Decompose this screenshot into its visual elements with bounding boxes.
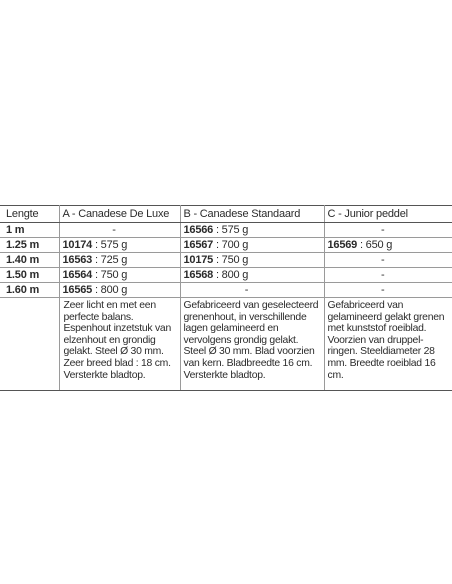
article-code: 16564: [62, 269, 93, 281]
cell-de-luxe: [59, 283, 180, 298]
article-weight: : 800 g: [92, 284, 128, 296]
article-weight: : 750 g: [213, 254, 249, 266]
description-row: [0, 298, 452, 391]
article-weight: : 575 g: [213, 224, 249, 236]
cell-standaard: [180, 268, 324, 283]
cell-junior: [324, 253, 452, 268]
cell-standaard: [180, 283, 324, 298]
article-code: 16566: [183, 224, 214, 236]
description-junior: Gefabriceerd van gelamineerd gelakt grenen met kunststof roeiblad. Voorzien van druppel-ringen. Steeldiameter 28 mm. Breedte roeiblad 16 cm.: [324, 298, 452, 391]
article-weight: : 575 g: [92, 239, 128, 251]
article-weight: : 725 g: [92, 254, 128, 266]
description-standaard: Gefabriceerd van geselecteerd grenenhout, in verschillende lagen gelamineerd en vervolgens grondig gelakt. Steel Ø 30 mm. Blad voorzien van kern. Bladbreedte 16 cm. Versterkte bladtop.: [180, 298, 324, 391]
article-code: 16568: [183, 269, 214, 281]
not-available-dash: -: [381, 224, 385, 236]
article-code: 10175: [183, 254, 214, 266]
description-empty-cell: [0, 298, 59, 391]
cell-junior: [324, 283, 452, 298]
table-row: [0, 223, 452, 238]
length-cell: 1 m: [0, 223, 59, 238]
cell-junior: [324, 268, 452, 283]
cell-de-luxe: [59, 253, 180, 268]
paddle-spec-table-wrapper: [0, 205, 452, 391]
table-header-row: [0, 206, 452, 223]
description-de-luxe: Zeer licht en met een perfecte balans. Espenhout inzetstuk van elzenhout en grondig gelakt. Steel Ø 30 mm. Zeer breed blad : 18 cm. Versterkte bladtop.: [59, 298, 180, 391]
header-canadese-de-luxe: A - Canadese De Luxe: [59, 206, 180, 223]
article-code: 16563: [62, 254, 93, 266]
cell-junior: [324, 238, 452, 253]
article-code: 16567: [183, 239, 214, 251]
table-body: [0, 223, 452, 298]
header-canadese-standaard: B - Canadese Standaard: [180, 206, 324, 223]
not-available-dash: -: [381, 254, 385, 266]
table-row: [0, 268, 452, 283]
cell-junior: [324, 223, 452, 238]
length-cell: 1.25 m: [0, 238, 59, 253]
cell-de-luxe: [59, 268, 180, 283]
table-row: [0, 253, 452, 268]
length-cell: 1.60 m: [0, 283, 59, 298]
cell-de-luxe: [59, 238, 180, 253]
table-row: [0, 283, 452, 298]
article-weight: : 650 g: [357, 239, 393, 251]
header-length: Lengte: [0, 206, 59, 223]
cell-de-luxe: [59, 223, 180, 238]
header-junior-peddel: C - Junior peddel: [324, 206, 452, 223]
length-cell: 1.50 m: [0, 268, 59, 283]
article-weight: : 800 g: [213, 269, 249, 281]
not-available-dash: -: [381, 284, 385, 296]
paddle-spec-table: [0, 205, 452, 391]
table-row: [0, 238, 452, 253]
article-code: 16569: [327, 239, 358, 251]
article-code: 10174: [62, 239, 93, 251]
cell-standaard: [180, 223, 324, 238]
article-weight: : 750 g: [92, 269, 128, 281]
not-available-dash: -: [381, 269, 385, 281]
not-available-dash: -: [244, 284, 249, 296]
cell-standaard: [180, 253, 324, 268]
article-weight: : 700 g: [213, 239, 249, 251]
not-available-dash: -: [112, 224, 116, 236]
cell-standaard: [180, 238, 324, 253]
article-code: 16565: [62, 284, 93, 296]
length-cell: 1.40 m: [0, 253, 59, 268]
